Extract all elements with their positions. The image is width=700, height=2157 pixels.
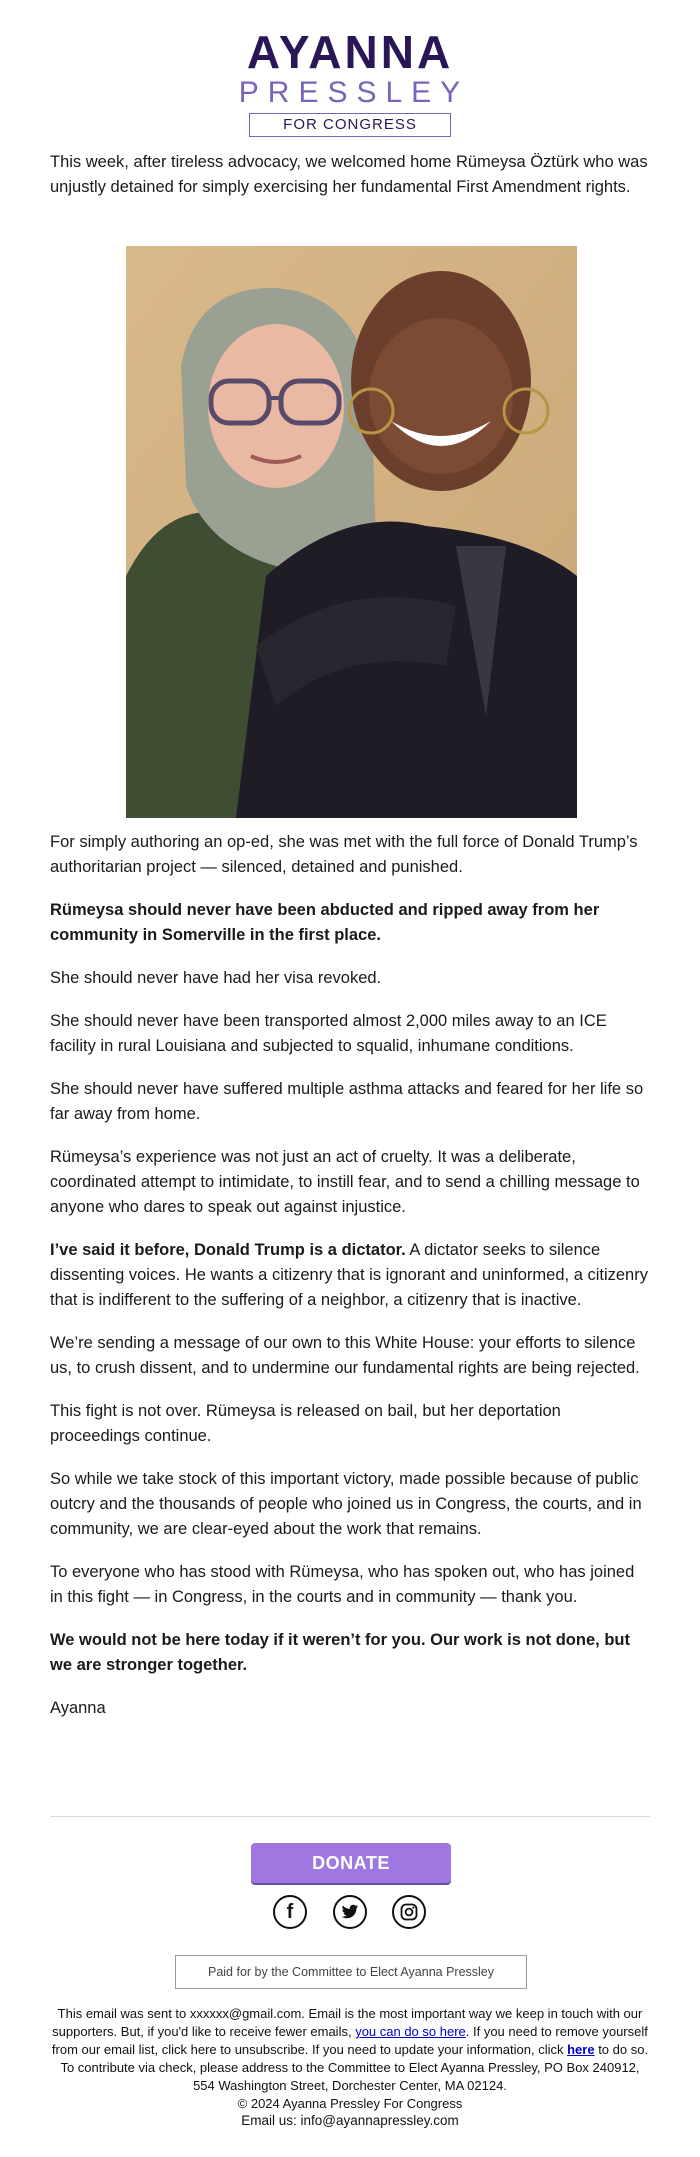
intro-paragraph: This week, after tireless advocacy, we welcomed home Rümeysa Öztürk who was unjustly detained for simply exercising her fundamental First Amendment rights.	[50, 153, 648, 196]
fewer-emails-link[interactable]: you can do so here	[355, 2024, 466, 2039]
body-paragraph-1: For simply authoring an op-ed, she was met with the full force of Donald Trump’s authoritarian project — silenced, detained and punished.	[50, 833, 638, 876]
body-paragraph-8: We’re sending a message of our own to this White House: your efforts to silence us, to crush dissent, and to undermine our fundamental rights are being rejected.	[50, 1334, 640, 1377]
body-paragraph-7	[50, 1238, 650, 1313]
photo-illustration	[126, 246, 577, 818]
body-paragraph-9: This fight is not over. Rümeysa is released on bail, but her deportation proceedings continue.	[50, 1402, 561, 1445]
body-paragraph-5: She should never have suffered multiple asthma attacks and feared for her life so far away from home.	[50, 1080, 644, 1123]
footer-text	[48, 2005, 652, 2113]
divider	[50, 1816, 650, 1817]
body-paragraph-2: Rümeysa should never have been abducted and ripped away from her community in Somerville in the first place.	[50, 901, 600, 944]
logo-tagline: FOR CONGRESS	[249, 113, 451, 137]
body-paragraph-11: To everyone who has stood with Rümeysa, who has spoken out, who has joined in this fight — in Congress, in the courts and in community — thank you.	[50, 1563, 635, 1606]
footer-text-3: to do so. To contribute via check, please address to the Committee to Elect Ayanna Pressley, PO Box 240912, 554 Washington Street, Dorchester Center, MA 02124.	[60, 2042, 649, 2093]
body-paragraph-7-rest: A dictator seeks to silence dissenting voices. He wants a citizenry that is ignorant and uninformed, a citizenry that is indifferent to the suffering of a neighbor, a citizenry that is inactive.	[50, 1241, 648, 1309]
email-body	[50, 150, 650, 218]
logo-name-last: PRESSLEY	[238, 76, 470, 109]
footer-text-1: This email was sent to xxxxxx@gmail.com. Email is the most important way we keep in touch with our supporters. But, if you'd like to receive fewer emails,	[52, 2006, 643, 2039]
body-paragraph-6: Rümeysa’s experience was not just an act of cruelty. It was a deliberate, coordinated attempt to intimidate, to instill fear, and to send a chilling message to anyone who dares to speak out against injustice.	[50, 1148, 640, 1216]
instagram-icon[interactable]	[392, 1895, 426, 1929]
body-paragraph-4: She should never have been transported almost 2,000 miles away to an ICE facility in rural Louisiana and subjected to squalid, inhumane conditions.	[50, 1012, 607, 1055]
donate-button[interactable]: DONATE	[251, 1843, 451, 1883]
body-paragraph-10: So while we take stock of this important victory, made possible because of public outcry and the thousands of people who joined us in Congress, the courts, and in community, we are clear-eyed about the work that remains.	[50, 1470, 642, 1538]
hero-photo	[126, 246, 577, 818]
facebook-icon[interactable]	[273, 1895, 307, 1929]
body-paragraph-7-bold: I’ve said it before, Donald Trump is a dictator.	[50, 1241, 406, 1259]
update-info-link[interactable]: here	[567, 2042, 595, 2057]
body-paragraph-12: We would not be here today if it weren’t for you. Our work is not done, but we are stronger together.	[50, 1631, 630, 1674]
copyright: © 2024 Ayanna Pressley For Congress	[237, 2096, 463, 2111]
body-paragraph-3: She should never have had her visa revoked.	[50, 969, 382, 987]
signature: Ayanna	[50, 1699, 106, 1717]
email-body-continued	[50, 830, 650, 1739]
facebook-glyph: f	[286, 1900, 294, 1923]
twitter-bird-icon	[341, 1904, 359, 1920]
logo[interactable]	[0, 28, 700, 137]
paid-for-notice: Paid for by the Committee to Elect Ayanna Pressley	[175, 1955, 527, 1989]
twitter-icon[interactable]	[333, 1895, 367, 1929]
contact-email[interactable]: Email us: info@ayannapressley.com	[241, 2113, 459, 2128]
instagram-camera-icon	[400, 1903, 418, 1921]
footer-text-2: . If you need to remove yourself from our email list, click here to unsubscribe. If you need to update your information, click	[51, 2024, 648, 2057]
logo-name-first: AYANNA	[246, 26, 454, 78]
